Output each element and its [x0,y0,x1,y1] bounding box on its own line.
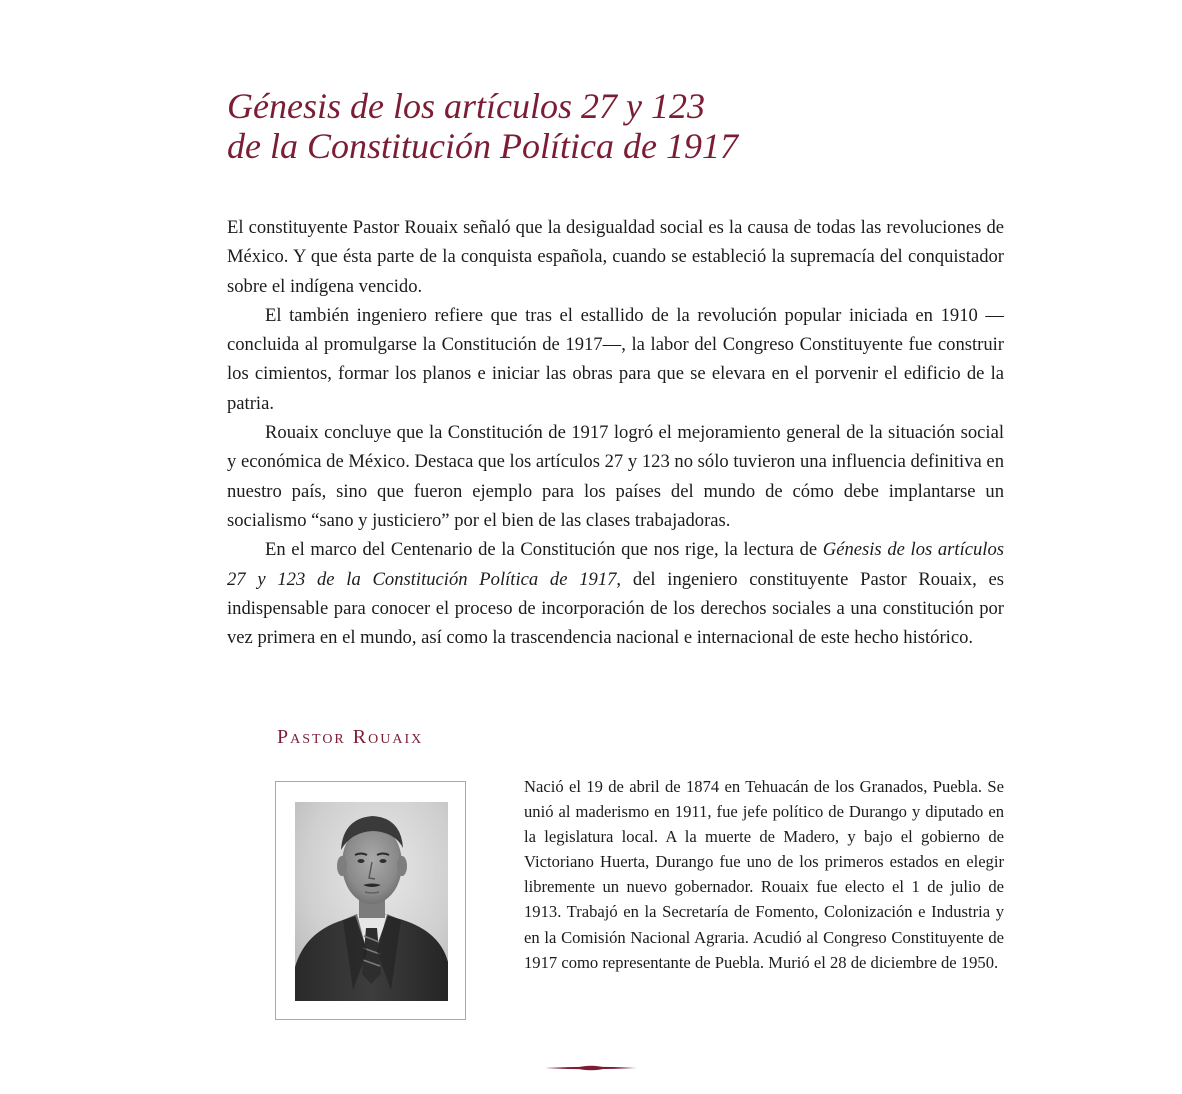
author-portrait-frame [275,781,466,1020]
paragraph-4-start: En el marco del Centenario de la Constitución que nos rige, la lectura de [265,539,823,561]
paragraph-3: Rouaix concluye que la Constitución de 1917 logró el mejoramiento general de la situación social y económica de México. Destaca que los artículos 27 y 123 no sólo tuvieron una influencia definitiva en nuestro país, sino que fueron ejemplo para los países del mundo de cómo debe implantarse un socialismo “sano y justiciero” por el bien de las clases trabajadoras. [227,422,1004,531]
intro-text [227,213,1004,652]
paragraph-2: El también ingeniero refiere que tras el estallido de la revolución popular iniciada en 1910 —concluida al promulgarse la Constitución de 1917—, la labor del Congreso Constituyente fue construir los cimientos, formar los planos e iniciar las obras para que se elevara en el porvenir el edificio de la patria. [227,304,1004,414]
author-heading: Pastor Rouaix [277,726,424,748]
author-bio: Nació el 19 de abril de 1874 en Tehuacán de los Granados, Puebla. Se unió al maderismo en 1911, fue jefe político de Durango y diputado en la legislatura local. A la muerte de Madero, y bajo el gobierno de Victoriano Huerta, Durango fue uno de los primeros estados en elegir libremente un nuevo gobernador. Rouaix fue electo el 1 de julio de 1913. Trabajó en la Secretaría de Fomento, Colonización e Industria y en la Comisión Nacional Agraria. Acudió al Congreso Constituyente de 1917 como representante de Puebla. Murió el 28 de diciembre de 1950. [524,777,1004,972]
paragraph-4 [227,535,1004,652]
book-title-italic: Génesis de los artículos 27 y 123 de la Constitución Política de 1917 [227,539,1004,590]
paragraph-1: El constituyente Pastor Rouaix señaló que la desigualdad social es la causa de todas las revoluciones de México. Y que ésta parte de la conquista española, cuando se estableció la supremacía del conquistador sobre el indígena vencido. [227,217,1004,297]
ornament-divider [545,1063,637,1073]
page-title [227,86,1047,166]
author-portrait [295,802,448,1001]
paragraph-4-end: , del ingeniero constituyente Pastor Rouaix, es indispensable para conocer el proceso de incorporación de los derechos sociales a una constitución por vez primera en el mundo, así como la trascendencia nacional e internacional de este hecho histórico. [227,568,1004,649]
title-line-1: Génesis de los artículos 27 y 123 [227,86,705,126]
title-line-2: de la Constitución Política de 1917 [227,126,738,166]
